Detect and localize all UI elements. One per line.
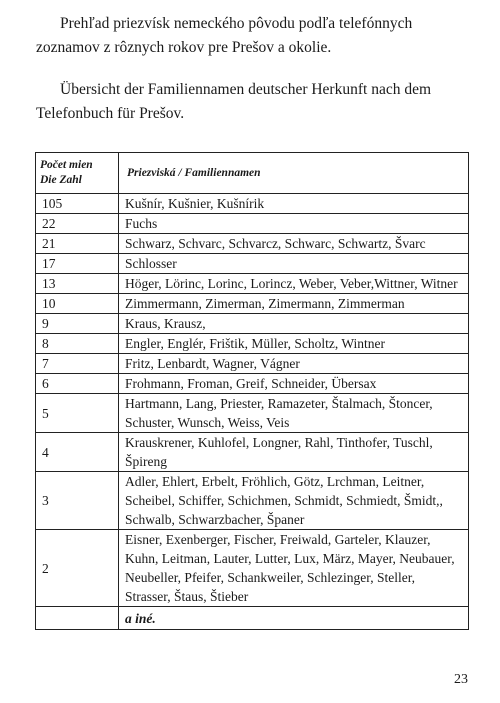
table-cell-count: 9 bbox=[36, 314, 119, 334]
table-cell-names: Frohmann, Froman, Greif, Schneider, Übersax bbox=[119, 374, 469, 394]
table-cell-count: 105 bbox=[36, 194, 119, 214]
table-cell-count: 8 bbox=[36, 334, 119, 354]
heading-german-text: Übersicht der Familiennamen deutscher Herkunft nach dem Telefonbuch für Prešov. bbox=[36, 81, 432, 122]
table-cell-names: Kraus, Krausz, bbox=[119, 314, 469, 334]
table-cell-count: 10 bbox=[36, 294, 119, 314]
table-cell-count: 17 bbox=[36, 254, 119, 274]
table-cell-names: Adler, Ehlert, Erbelt, Fröhlich, Götz, Lrchman, Leitner, Scheibel, Schiffer, Schichmen, Schmidt, Schmiedt, Šmidt,, Schwalb, Schwarzbacher, Španer bbox=[119, 472, 469, 530]
heading-slovak bbox=[36, 12, 474, 60]
table-row bbox=[36, 314, 469, 334]
table-row bbox=[36, 274, 469, 294]
table-row bbox=[36, 530, 469, 607]
table-cell-count: 22 bbox=[36, 214, 119, 234]
heading-german bbox=[36, 78, 474, 126]
table-row bbox=[36, 214, 469, 234]
table-row bbox=[36, 334, 469, 354]
table-cell-names: Zimmermann, Zimerman, Zimermann, Zimmerman bbox=[119, 294, 469, 314]
table-row bbox=[36, 354, 469, 374]
table-row bbox=[36, 374, 469, 394]
table-row bbox=[36, 433, 469, 472]
names-column-header: Priezviská / Familiennamen bbox=[119, 153, 469, 194]
table-row-other bbox=[36, 607, 469, 630]
table-cell-names: Fuchs bbox=[119, 214, 469, 234]
count-header-de: Die Zahl bbox=[40, 174, 82, 186]
table-cell-count: 7 bbox=[36, 354, 119, 374]
table-cell-names: Eisner, Exenberger, Fischer, Freiwald, Garteler, Klauzer, Kuhn, Leitman, Lauter, Lutter, Lux, März, Mayer, Neubauer, Neubeller, Pfeifer, Schankweiler, Schlezinger, Steller, Strasser, Štaus, Štieber bbox=[119, 530, 469, 607]
table-row bbox=[36, 234, 469, 254]
page-number: 23 bbox=[454, 672, 468, 687]
table-row bbox=[36, 254, 469, 274]
table-cell-count: 4 bbox=[36, 433, 119, 472]
table-cell-names: Krauskrener, Kuhlofel, Longner, Rahl, Tinthofer, Tuschl, Špireng bbox=[119, 433, 469, 472]
table-cell-names: Fritz, Lenbardt, Wagner, Vágner bbox=[119, 354, 469, 374]
table-cell-count bbox=[36, 607, 119, 630]
table-header-row bbox=[36, 153, 469, 194]
table-cell-names: Engler, Englér, Frištik, Müller, Scholtz, Wintner bbox=[119, 334, 469, 354]
table-cell-names: Kušnír, Kušnier, Kušnírik bbox=[119, 194, 469, 214]
table-cell-count: 2 bbox=[36, 530, 119, 607]
table-body bbox=[36, 194, 469, 630]
table-row bbox=[36, 472, 469, 530]
table-cell-names: Höger, Lörinc, Lorinc, Lorincz, Weber, Veber,Wittner, Witner bbox=[119, 274, 469, 294]
table-cell-count: 6 bbox=[36, 374, 119, 394]
table-cell-names: Hartmann, Lang, Priester, Ramazeter, Štalmach, Štoncer, Schuster, Wunsch, Weiss, Veis bbox=[119, 394, 469, 433]
table-row bbox=[36, 294, 469, 314]
table-cell-other: a iné. bbox=[119, 607, 469, 630]
table-cell-count: 5 bbox=[36, 394, 119, 433]
table-row bbox=[36, 194, 469, 214]
count-header-sk: Počet mien bbox=[40, 159, 93, 171]
table-cell-names: Schwarz, Schvarc, Schvarcz, Schwarc, Schwartz, Švarc bbox=[119, 234, 469, 254]
heading-slovak-text: Prehľad priezvísk nemeckého pôvodu podľa telefónnych zoznamov z rôznych rokov pre Prešov a okolie. bbox=[36, 15, 413, 56]
count-column-header bbox=[36, 153, 119, 194]
surname-table bbox=[35, 152, 469, 630]
table-row bbox=[36, 394, 469, 433]
table-cell-count: 21 bbox=[36, 234, 119, 254]
table-cell-count: 3 bbox=[36, 472, 119, 530]
table-cell-count: 13 bbox=[36, 274, 119, 294]
table-cell-names: Schlosser bbox=[119, 254, 469, 274]
